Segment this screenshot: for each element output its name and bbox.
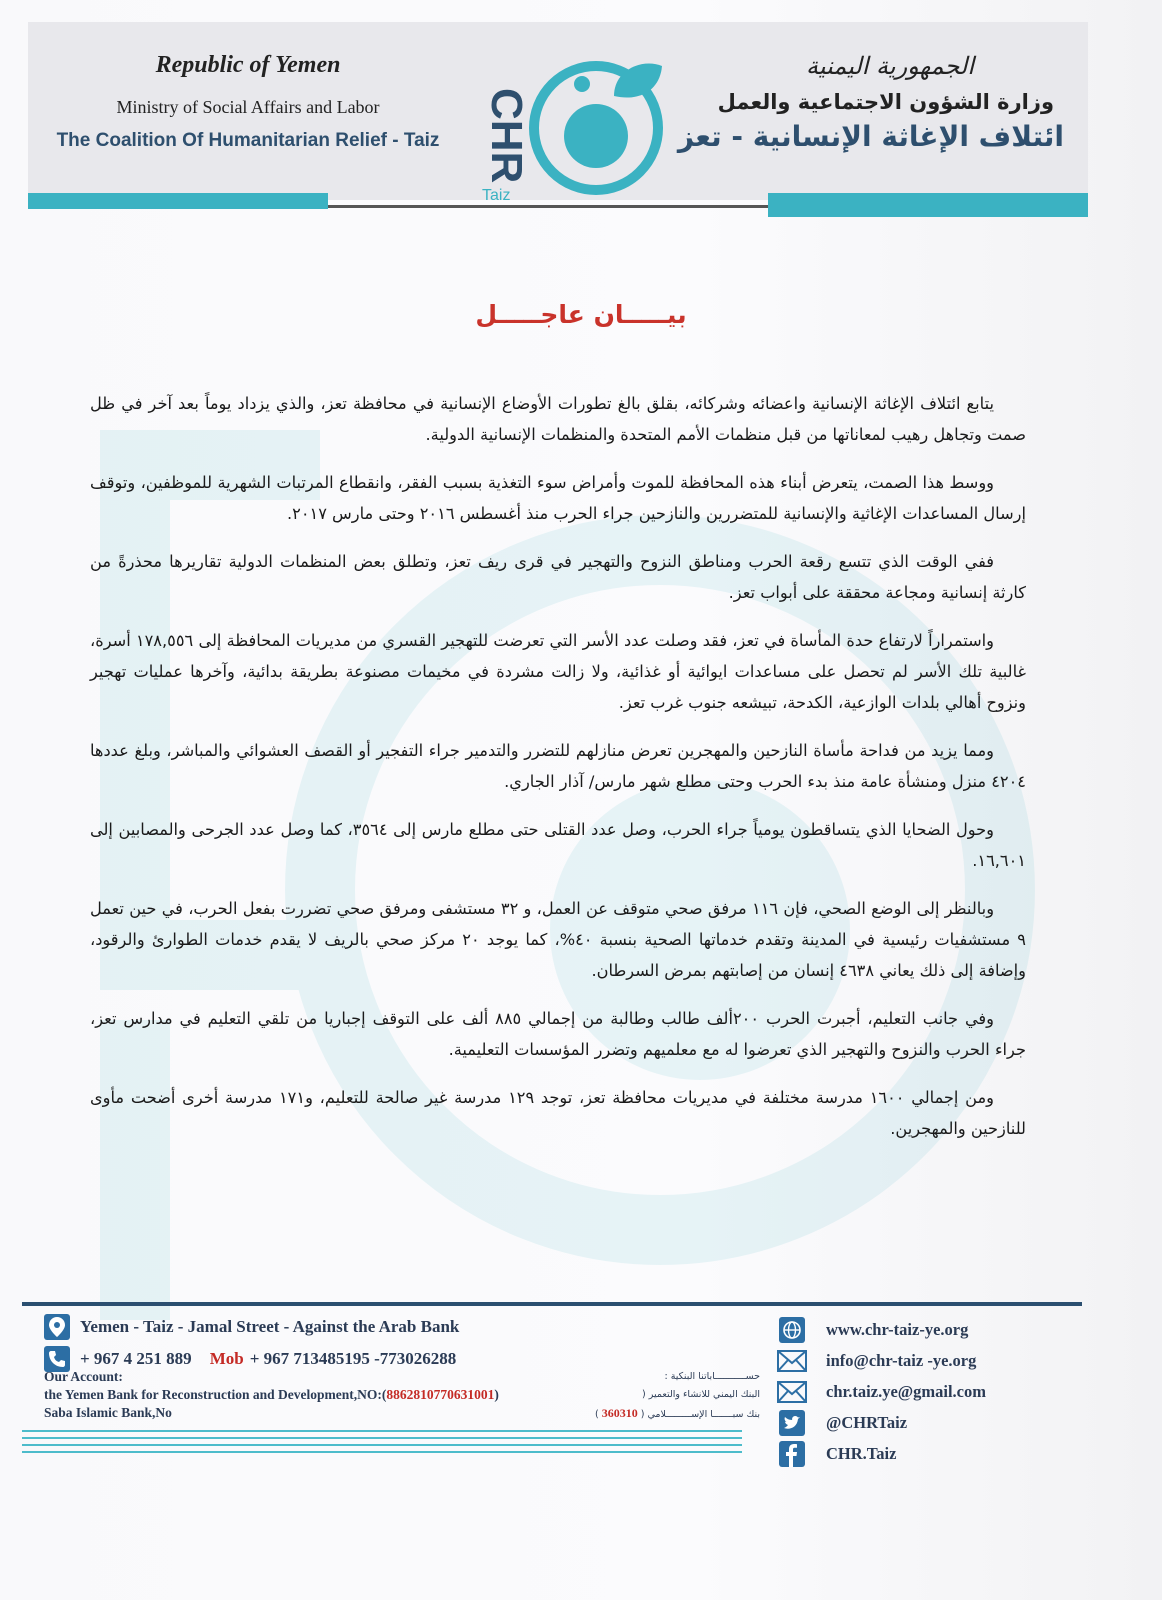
paragraph-3: ففي الوقت الذي تتسع رقعة الحرب ومناطق النزوح والتهجير في قرى ريف تعز، وتطلق بعض المنظمات الدولية تقاريرها محذرةً من كارثة إنسانية ومجاعة محققة على أبواب تعز. xyxy=(90,552,1026,602)
account-label: Our Account: xyxy=(44,1369,123,1384)
letterhead-english xyxy=(28,52,468,152)
bank-accounts-ar xyxy=(540,1368,760,1424)
bank-1-ar: البنك اليمني للانشاء والتعمير ( xyxy=(642,1389,760,1400)
statement-title: بيـــــان عاجـــــل xyxy=(475,300,687,329)
footer-online xyxy=(776,1314,1076,1469)
email-2-row xyxy=(776,1376,1076,1407)
mobile-number[interactable]: + 967 713485195 -773026288 xyxy=(249,1349,457,1368)
paragraph-7: وبالنظر إلى الوضع الصحي، فإن ١١٦ مرفق صحي متوقف عن العمل، و ٣٢ مستشفى ومرفق صحي تضررت بفعل الحرب، في حين تعمل ٩ مستشفيات رئيسية في المدينة وتقدم خدماتها الصحية بنسبة ٤٠%، كما يوجد ٢٠ مركز صحي بالريف لا يقدم خدمات الطوارئ والرقود، وإضافة إلى ذلك يعاني ٤٦٣٨ إنسان من إصابتهم بمرض السرطان. xyxy=(90,899,1026,980)
accounts-label-ar: حســـــــــــاباتنا البنكية : xyxy=(664,1371,760,1382)
facebook-icon xyxy=(776,1441,808,1467)
bank-1-line: the Yemen Bank for Reconstruction and Development,NO:(8862810770631001) xyxy=(44,1387,499,1402)
paragraph-8: وفي جانب التعليم، أجبرت الحرب ٢٠٠ألف طالب وطالبة من إجمالي ٨٨٥ ألف على التوقف إجباريا من تلقي التعليم في مدارس تعز، جراء الحرب والنزوح والتهجير الذي تعرضوا له مع معلميهم وتضرر المؤسسات التعليمية. xyxy=(90,1009,1026,1059)
paragraph-2: ووسط هذا الصمت، يتعرض أبناء هذه المحافظة للموت وأمراض سوء التغذية بسبب الفقر، وانقطاع المرتبات الشهرية للموظفين، وتوقف إرسال المساعدات الإغاثية والإنسانية للمتضررين والنازحين جراء الحرب منذ أغسطس ٢٠١٦ وحتى مارس ٢٠١٧. xyxy=(90,473,1026,523)
bank-2-number: 360310 xyxy=(601,1406,638,1420)
chr-logo xyxy=(464,40,674,200)
mobile-label: Mob xyxy=(209,1349,244,1368)
header-accent-bar-right xyxy=(768,193,1088,217)
logo-letters: CHR xyxy=(482,88,531,184)
ministry-name-ar: وزارة الشؤون الاجتماعية والعمل xyxy=(717,90,1054,114)
address-row xyxy=(44,1314,744,1340)
header-accent-bar-left xyxy=(28,193,328,209)
letterhead-arabic xyxy=(644,52,1064,153)
footer-stripes xyxy=(22,1430,742,1462)
email-gmail-link[interactable]: chr.taiz.ye@gmail.com xyxy=(826,1381,986,1401)
organization-name-ar: ائتلاف الإغاثة الإنسانية - تعز xyxy=(677,120,1064,153)
header-divider xyxy=(328,205,768,208)
paragraph-5: ومما يزيد من فداحة مأساة النازحين والمهجرين تعرض منازلهم للتضرر والتدمير جراء التفجير أو القصف العشوائي والمباشر، وبلغ عددها ٤٢٠٤ منزل ومنشأة عامة منذ بدء الحرب وحتى مطلع شهر مارس/ آذار الجاري. xyxy=(90,741,1026,791)
envelope-icon xyxy=(776,1379,808,1405)
paragraph-1: يتابع ائتلاف الإغاثة الإنسانية واعضائه وشركائه، بقلق بالغ تطورات الأوضاع الإنسانية في محافظة تعز، والذي يزداد يوماً بعد آخر في ظل صمت وتجاهل رهيب لمعاناتها من قبل منظمات الأمم المتحدة والمنظمات الإنسانية الدولية. xyxy=(90,394,1026,444)
phone-number[interactable]: + 967 4 251 889 xyxy=(80,1349,192,1368)
bank-2-ar-line: بنك سبـــــــا الإســـــــــلامي ( 360310 ) xyxy=(595,1406,760,1420)
footer-divider xyxy=(22,1302,1082,1306)
bank-2-line: Saba Islamic Bank,No xyxy=(44,1405,172,1420)
letterhead xyxy=(28,22,1088,200)
paragraph-9: ومن إجمالي ١٦٠٠ مدرسة مختلفة في مديريات محافظة تعز، توجد ١٢٩ مدرسة غير صالحة للتعليم، و١٧١ مدرسة أخرى أضحت مأوى للنازحين والمهجرين. xyxy=(90,1088,1026,1138)
facebook-page[interactable]: CHR.Taiz xyxy=(826,1443,897,1463)
chr-logo-icon xyxy=(464,40,674,200)
website-row xyxy=(776,1314,1076,1345)
country-name-en: Republic of Yemen xyxy=(155,52,341,78)
paragraph-6: وحول الضحايا الذي يتساقطون يومياً جراء الحرب، وصل عدد القتلى حتى مطلع مارس إلى ٣٥٦٤، كما وصل عدد الجرحى والمصابين إلى ١٦,٦٠١. xyxy=(90,820,1026,870)
envelope-icon xyxy=(776,1348,808,1374)
facebook-row xyxy=(776,1438,1076,1469)
country-name-ar: الجمهورية اليمنية xyxy=(805,52,974,80)
globe-icon xyxy=(776,1317,808,1343)
paragraph-4: واستمراراً لارتفاع حدة المأساة في تعز، فقد وصلت عدد الأسر التي تعرضت للتهجير القسري من مديريات المحافظة إلى ١٧٨,٥٥٦ أسرة، غالبية تلك الأسر لم تحصل على مساعدات ايوائية أو غذائية، ولا زالت مشردة في مخيمات مصنوعة بطريقة بدائية، وآخرها عمليات تهجير ونزوح أهالي بلدات الوازعية، الكدحة، تبيشعه جنوب غرب تعز. xyxy=(90,631,1026,712)
organization-name-en: The Coalition Of Humanitarian Relief - Taiz xyxy=(56,130,440,151)
bank-1-number: 8862810770631001 xyxy=(386,1387,495,1402)
location-pin-icon xyxy=(44,1314,70,1340)
website-link[interactable]: www.chr-taiz-ye.org xyxy=(826,1319,969,1339)
twitter-row xyxy=(776,1407,1076,1438)
logo-sub: Taiz xyxy=(482,187,511,200)
email-info-link[interactable]: info@chr-taiz -ye.org xyxy=(826,1350,977,1370)
twitter-bird-icon xyxy=(776,1410,808,1436)
ministry-name-en: Ministry of Social Affairs and Labor xyxy=(116,97,380,117)
email-1-row xyxy=(776,1345,1076,1376)
address: Yemen - Taiz - Jamal Street - Against the Arab Bank xyxy=(80,1317,460,1336)
statement-body xyxy=(90,388,1026,1161)
twitter-handle[interactable]: @CHRTaiz xyxy=(826,1412,908,1432)
